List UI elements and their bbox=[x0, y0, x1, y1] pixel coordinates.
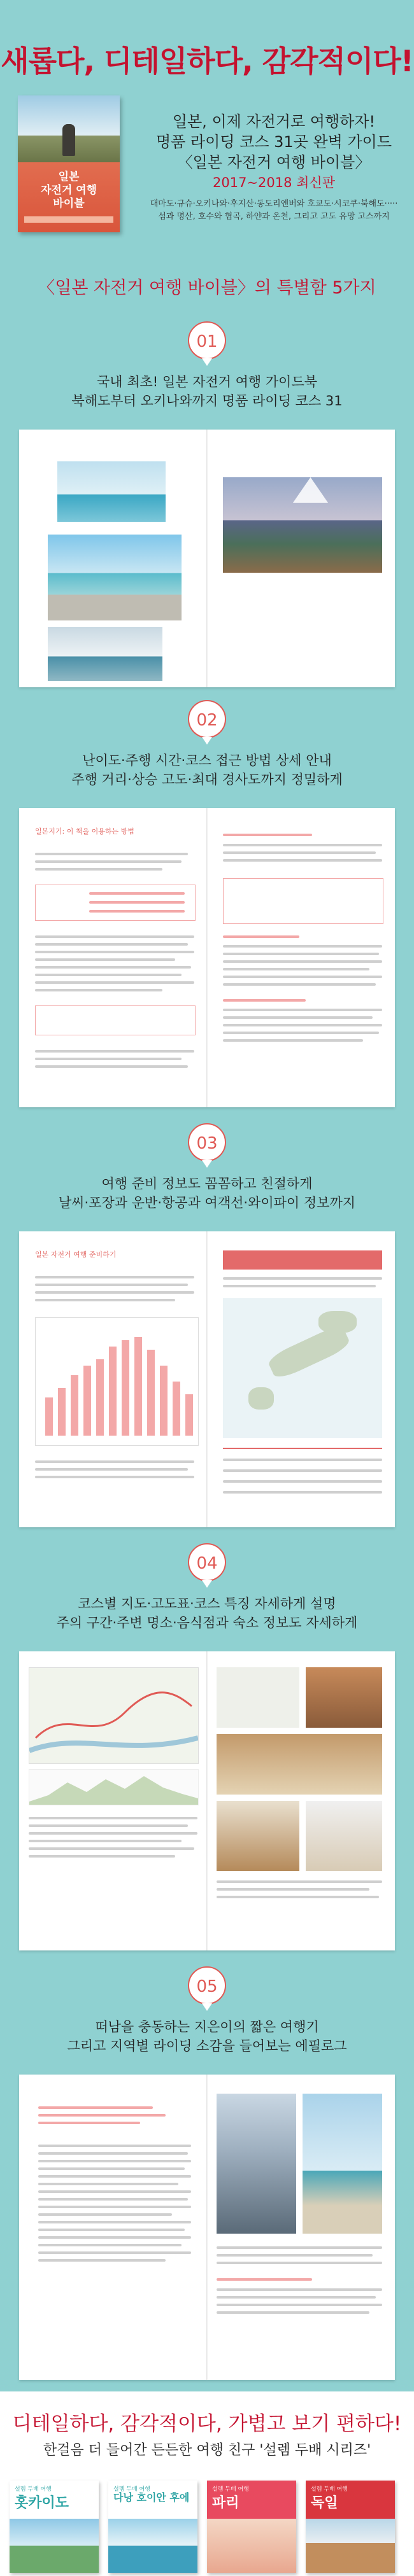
text-line bbox=[223, 844, 382, 846]
text-line bbox=[35, 1065, 188, 1068]
text-line bbox=[223, 976, 382, 978]
text-line bbox=[35, 1460, 194, 1463]
spread-spine bbox=[206, 2075, 208, 2380]
feature-title-line-2: 날씨·포장과 운반·항공과 여객선·와이파이 정보까지 bbox=[58, 1195, 356, 1210]
text-line bbox=[29, 1847, 194, 1850]
text-line bbox=[38, 2160, 191, 2162]
japan-map bbox=[223, 1298, 382, 1438]
spread-spine bbox=[206, 430, 208, 687]
text-line bbox=[223, 1024, 382, 1026]
feature-5 bbox=[0, 1966, 414, 2391]
info-line bbox=[89, 892, 185, 895]
text-line bbox=[217, 2262, 382, 2264]
text-line bbox=[38, 2251, 191, 2254]
map-honshu bbox=[266, 1323, 352, 1381]
text-line bbox=[217, 2296, 376, 2299]
photo-interior bbox=[306, 1667, 382, 1728]
text-line bbox=[38, 2229, 185, 2231]
spread-spine bbox=[206, 808, 208, 1107]
series-book-germany[interactable] bbox=[306, 2481, 395, 2573]
sample-spread-3 bbox=[19, 1231, 395, 1527]
text-line bbox=[217, 1896, 379, 1898]
info-line bbox=[89, 910, 185, 913]
page-header: 일본 자전거 여행 준비하기 bbox=[35, 1250, 117, 1259]
routes-line-1: 대마도·규슈·오키나와·후지산·동도리엔버와 호쿄도·시코쿠·북해도····· bbox=[150, 199, 398, 209]
book-series: 설렘 두배 여행 bbox=[311, 2486, 348, 2493]
feature-title-line-1: 난이도·주행 시간·코스 접근 방법 상세 안내 bbox=[82, 753, 332, 768]
photo-food bbox=[217, 1801, 299, 1871]
series-book-paris[interactable] bbox=[207, 2481, 296, 2573]
text-line bbox=[38, 2244, 182, 2246]
feature-4 bbox=[0, 1543, 414, 1966]
text-line bbox=[217, 2246, 382, 2249]
info-table bbox=[223, 1448, 382, 1506]
spread-spine bbox=[206, 1651, 208, 1950]
text-line bbox=[38, 2145, 191, 2147]
spread-spine bbox=[206, 1231, 208, 1527]
text-line bbox=[223, 851, 376, 854]
text-line bbox=[223, 983, 376, 986]
text-line bbox=[38, 2175, 191, 2178]
text-line bbox=[35, 1058, 182, 1060]
text-line bbox=[223, 960, 382, 963]
section-title-band bbox=[0, 242, 414, 321]
text-line bbox=[35, 974, 182, 976]
feature-3 bbox=[0, 1123, 414, 1543]
book-photo bbox=[306, 2519, 395, 2573]
section-title: 〈일본 자전거 여행 바이블〉의 특별함 5가지 bbox=[38, 278, 376, 298]
routes-line-2: 섬과 명산, 호수와 협곡, 하얀과 온천, 그리고 고도 유망 고스까지 bbox=[158, 212, 390, 221]
sample-spread-1 bbox=[19, 430, 395, 687]
text-line bbox=[35, 951, 194, 953]
series-title: 디테일하다, 감각적이다, 가볍고 보기 편하다! bbox=[12, 2412, 402, 2435]
quote-line bbox=[38, 2122, 140, 2124]
feature-title-line-2: 그리고 지역별 라이딩 소감을 들어보는 에필로그 bbox=[67, 2038, 347, 2054]
sample-spread-2 bbox=[19, 808, 395, 1107]
page-header: 일본지기: 이 책을 이용하는 방법 bbox=[35, 827, 134, 836]
text-line bbox=[35, 1476, 194, 1478]
text-line bbox=[35, 1276, 194, 1278]
heading-line bbox=[217, 2278, 312, 2281]
text-line bbox=[223, 945, 382, 948]
photo-beach bbox=[48, 627, 162, 681]
book-title: 독일 bbox=[311, 2495, 338, 2511]
feature-2 bbox=[0, 700, 414, 1123]
text-line bbox=[35, 958, 175, 961]
text-line bbox=[38, 2167, 185, 2170]
feature-title-line-1: 국내 최초! 일본 자전거 여행 가이드북 bbox=[96, 374, 318, 389]
photo-restaurant bbox=[217, 1734, 382, 1795]
weather-chart bbox=[35, 1317, 199, 1446]
map-kyushu bbox=[248, 1387, 274, 1410]
text-line bbox=[223, 1039, 363, 1042]
course-map bbox=[29, 1667, 199, 1764]
text-line bbox=[38, 2236, 191, 2239]
series-section bbox=[0, 2391, 414, 2576]
text-line bbox=[35, 868, 162, 871]
copy-line-1: 일본, 이제 자전거로 여행하자! bbox=[172, 113, 376, 130]
table-row bbox=[223, 1469, 382, 1472]
header-section bbox=[0, 0, 414, 242]
feature-title-line-2: 북해도부터 오키나와까지 명품 라이딩 코스 31 bbox=[71, 393, 343, 409]
info-box bbox=[223, 878, 383, 924]
cover-title: 일본 자전거 여행 바이블 bbox=[40, 171, 97, 210]
feature-number: 04 bbox=[188, 1543, 226, 1581]
chart-bar bbox=[160, 1366, 168, 1436]
feature-title bbox=[0, 372, 414, 410]
chart-bar bbox=[45, 1397, 53, 1436]
heading-line bbox=[223, 935, 299, 938]
feature-title bbox=[0, 751, 414, 789]
feature-number: 01 bbox=[188, 321, 226, 360]
text-line bbox=[223, 1016, 373, 1019]
text-line bbox=[38, 2152, 188, 2155]
text-line bbox=[29, 1832, 197, 1835]
feature-title bbox=[0, 1174, 414, 1212]
text-line bbox=[38, 2183, 178, 2185]
book-series: 설렘 두배 여행 bbox=[113, 2486, 150, 2493]
text-line bbox=[217, 1880, 382, 1883]
text-line bbox=[38, 2198, 188, 2201]
text-line bbox=[38, 2190, 191, 2193]
sample-spread-4 bbox=[19, 1651, 395, 1950]
text-line bbox=[35, 1284, 188, 1286]
chart-bar bbox=[147, 1350, 155, 1436]
copy-line-3: 〈일본 자전거 여행 바이블〉 bbox=[177, 153, 371, 171]
text-line bbox=[35, 935, 194, 938]
text-line bbox=[35, 1468, 188, 1471]
text-line bbox=[38, 2259, 166, 2262]
feature-title-line-1: 떠남을 충동하는 지은이의 짧은 여행기 bbox=[95, 2019, 319, 2034]
text-line bbox=[35, 981, 194, 984]
feature-title-line-2: 주의 구간·주변 명소·음식점과 숙소 정보도 자세하게 bbox=[56, 1615, 358, 1630]
info-box bbox=[35, 1005, 196, 1035]
book-title: 홋카이도 bbox=[15, 2495, 69, 2511]
series-subtitle: 한걸음 더 들어간 든든한 여행 친구 '설렘 두배 시리즈' bbox=[43, 2442, 371, 2458]
table-row bbox=[223, 1491, 382, 1494]
photo-dish bbox=[306, 1801, 382, 1871]
text-line bbox=[35, 1050, 194, 1053]
feature-1 bbox=[0, 321, 414, 700]
edition-label: 2017~2018 최신판 bbox=[212, 175, 335, 190]
quote-line bbox=[38, 2114, 166, 2117]
heading-line bbox=[223, 999, 306, 1002]
text-line bbox=[217, 2304, 382, 2306]
book-photo bbox=[108, 2519, 197, 2573]
book-series: 설렘 두배 여행 bbox=[15, 2486, 52, 2493]
cyclist-figure bbox=[62, 124, 75, 156]
text-line bbox=[29, 1824, 188, 1827]
text-line bbox=[35, 1299, 175, 1301]
text-line bbox=[223, 859, 382, 862]
text-column bbox=[217, 1667, 299, 1728]
headline: 새롭다, 디테일하다, 감각적이다! bbox=[1, 44, 413, 78]
feature-number: 03 bbox=[188, 1123, 226, 1161]
text-line bbox=[223, 1285, 376, 1287]
feature-title-line-1: 코스별 지도·고도표·코스 특징 자세하게 설명 bbox=[78, 1596, 336, 1611]
table-header-bar bbox=[223, 1250, 382, 1270]
elevation-profile bbox=[29, 1769, 199, 1805]
chart-bar bbox=[122, 1340, 129, 1436]
feature-title-line-2: 주행 거리·상승 고도·최대 경사도까지 정밀하게 bbox=[71, 772, 343, 787]
feature-number: 02 bbox=[188, 700, 226, 738]
book-series: 설렘 두배 여행 bbox=[212, 2486, 249, 2493]
copy-line-2: 명품 라이딩 코스 31곳 완벽 가이드 bbox=[155, 133, 392, 151]
text-line bbox=[223, 1032, 379, 1034]
table-row bbox=[223, 1480, 382, 1483]
feature-number: 05 bbox=[188, 1966, 226, 2005]
chart-bar bbox=[58, 1388, 66, 1436]
book-title: 다낭 호이안 후에 bbox=[113, 2491, 190, 2503]
text-line bbox=[223, 1277, 382, 1280]
text-line bbox=[38, 2221, 191, 2223]
table-row bbox=[223, 1459, 382, 1461]
text-line bbox=[35, 860, 182, 863]
text-line bbox=[29, 1817, 197, 1819]
text-line bbox=[217, 2254, 373, 2257]
chart-bar bbox=[71, 1375, 78, 1436]
elevation-graph bbox=[29, 1770, 198, 1805]
text-line bbox=[35, 989, 162, 991]
text-line bbox=[35, 966, 191, 969]
photo-sea-road bbox=[57, 461, 166, 522]
text-line bbox=[223, 1009, 382, 1011]
feature-title-line-1: 여행 준비 정보도 꼼꼼하고 친절하게 bbox=[101, 1176, 313, 1191]
book-photo bbox=[10, 2519, 99, 2573]
text-line bbox=[35, 1291, 194, 1294]
text-line bbox=[29, 1840, 182, 1842]
text-line bbox=[38, 2206, 191, 2208]
feature-title bbox=[0, 1594, 414, 1632]
book-title: 파리 bbox=[212, 2495, 239, 2511]
photo-bridge-rider bbox=[48, 535, 182, 620]
book-cover bbox=[18, 95, 120, 232]
text-line bbox=[223, 953, 379, 955]
text-line bbox=[38, 2213, 172, 2216]
heading-line bbox=[223, 834, 312, 836]
header-copy bbox=[140, 111, 408, 223]
text-line bbox=[35, 943, 188, 946]
sample-spread-5 bbox=[19, 2075, 395, 2380]
quote-line bbox=[38, 2106, 153, 2109]
chart-bar bbox=[109, 1347, 117, 1436]
feature-title bbox=[0, 2017, 414, 2055]
text-line bbox=[35, 853, 188, 855]
text-line bbox=[217, 1888, 369, 1891]
book-photo bbox=[207, 2519, 296, 2573]
cover-strip bbox=[24, 216, 113, 223]
text-line bbox=[223, 968, 369, 970]
text-line bbox=[29, 1855, 175, 1858]
chart-bar bbox=[134, 1337, 142, 1436]
text-line bbox=[217, 2288, 382, 2291]
info-line bbox=[89, 901, 185, 904]
chart-bar bbox=[83, 1366, 91, 1436]
photo-cyclists bbox=[217, 2094, 296, 2234]
text-line bbox=[217, 2311, 369, 2314]
photo-coast bbox=[303, 2094, 382, 2234]
series-book-hokkaido[interactable] bbox=[10, 2481, 99, 2573]
chart-bar bbox=[185, 1394, 193, 1436]
chart-bar bbox=[96, 1359, 104, 1436]
chart-bar bbox=[173, 1382, 180, 1436]
series-book-danang[interactable] bbox=[108, 2481, 197, 2573]
route-line bbox=[29, 1668, 198, 1763]
